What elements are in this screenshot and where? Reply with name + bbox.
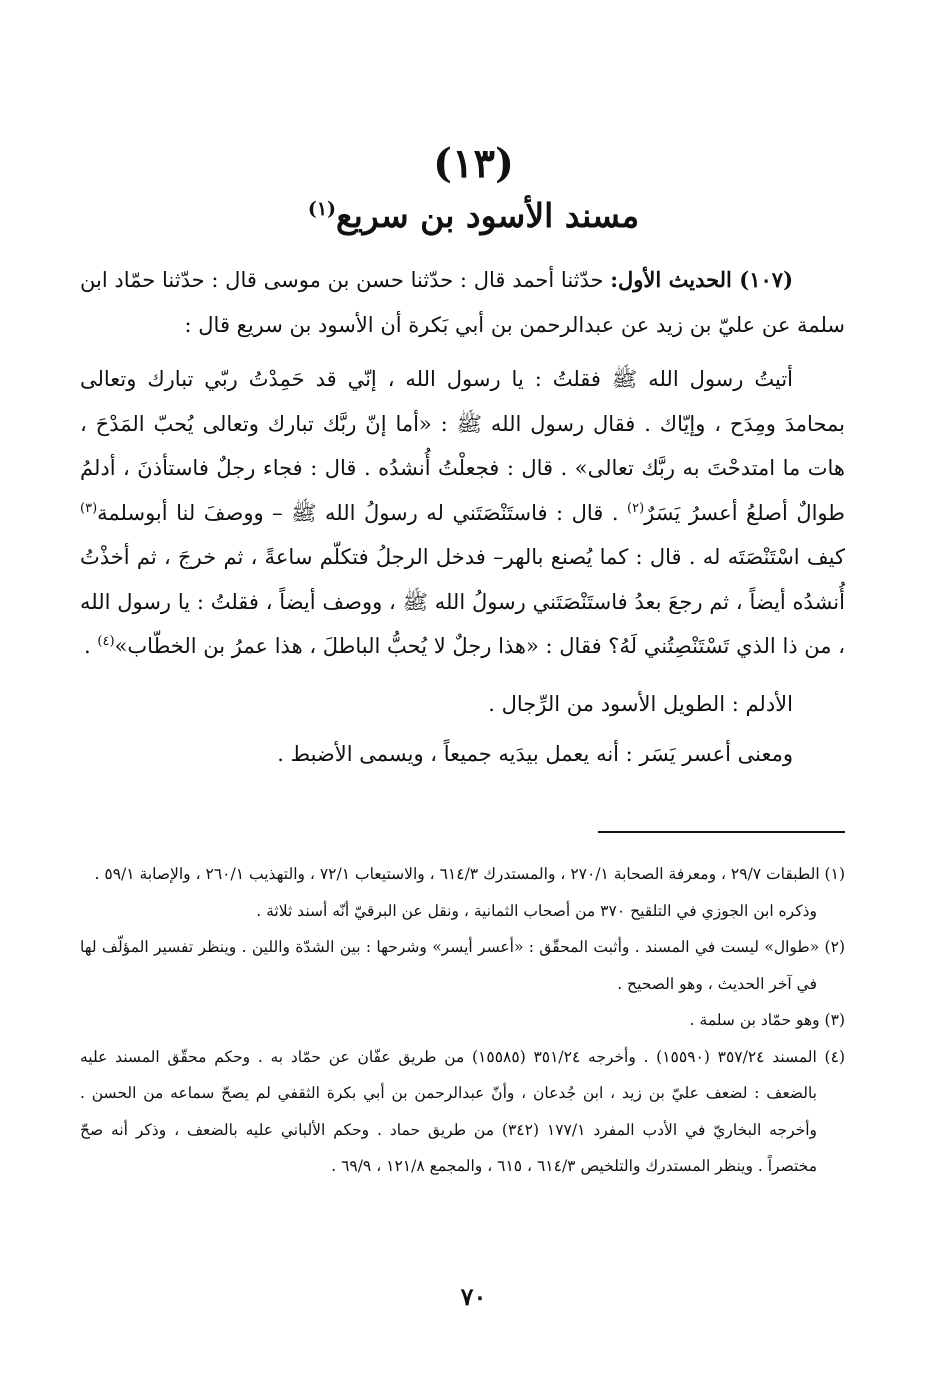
footnote-1: (١) الطبقات ٢٩/٧ ، ومعرفة الصحابة ٢٧٠/١ ، والمستدرك ٦١٤/٣ ، والاستيعاب ٧٢/١ ، والتهذيب ٢٦٠/١ ، والإصابة ٥٩/١ . — [94, 865, 845, 883]
hadith-isnad-paragraph — [80, 258, 845, 347]
footnote-ref-4: (٤) — [97, 634, 115, 649]
hadith-text-part-1: أتيتُ رسول الله ﷺ فقلتُ : يا رسول الله ، إنّي قد حَمِدْتُ ربّي تبارك وتعالى بمحامدَ ومِدَح ، وإيّاك . فقال رسول الله ﷺ : «أما إنّ ربَّك تبارك وتعالى يُحبّ المَدْحَ ، هات ما امتدحْتَ به ربَّك تعالى» . قال : فجعلْتُ أُنشدُه . قال : فجاء رجلٌ فاستأذنَ ، أدلمُ طوالٌ أصلعُ أعسرُ يَسَرٌ — [80, 367, 845, 525]
footnotes — [80, 856, 845, 1185]
hadith-lead: (١٠٧) الحديث الأول: — [610, 267, 793, 292]
hadith-body — [80, 258, 845, 779]
definition-adlam: الأدلم : الطويل الأسود من الرِّجال . — [488, 691, 793, 716]
page-number: ٧٠ — [460, 1282, 487, 1311]
hadith-text-part-3: كيف اسْتَنْصَتَه له . قال : كما يُصنع بالهر– فدخل الرجلُ فتكلّم ساعةً ، ثم خرجَ ، ثم أخذْتُ أُنشدُه أيضاً ، ثم رجعَ بعدُ فاستَنْصَتَني رسولُ الله ﷺ ، ووصف أيضاً ، فقلتُ : يا رسول الله ، من ذا الذي تَسْتَنْصِتُني لَهُ؟ فقال : «هذا رجلٌ لا يُحبُّ الباطلَ ، هذا عمرُ بن الخطّاب» — [80, 545, 845, 658]
definition-aasar-yasar: ومعنى أعسر يَسَر : أنه يعمل بيدَيه جميعاً ، ويسمى الأضبط . — [277, 741, 793, 766]
chapter-number: (١٣) — [433, 140, 514, 187]
footnote-1-continuation: وذكره ابن الجوزي في التلقيح ٣٧٠ من أصحاب الثمانية ، ونقل عن البرقيّ أنّه أسند ثلاثة . — [256, 901, 817, 920]
footnote-4: (٤) المسند ٣٥٧/٢٤ (١٥٥٩٠) . وأخرجه ٣٥١/٢٤ (١٥٥٨٥) من طريق عفّان عن حمّاد به . وحكم محقّق المسند عليه بالضعف : لضعف عليّ بن زيد ، ابن جُدعان ، وأنّ عبدالرحمن بن أبي بكرة الثقفي لم يصحّ سماعه من الحسن . وأخرجه البخاريّ في الأدب المفرد ١٧٧/١ (٣٤٢) من طريق حماد . وحكم الألباني عليه بالضعف ، وذكر أنه صحّ مختصراً . وينظر المستدرك والتلخيص ٦١٤/٣ ، ٦١٥ ، والمجمع ١٢١/٨ ، ٦٩/٩ . — [80, 1047, 845, 1175]
hadith-text-part-2: . قال : فاستَنْصَتَني له رسولُ الله ﷺ – ووصفَ لنا أبوسلمة — [97, 500, 619, 525]
chapter-title — [0, 196, 947, 235]
title-text: مسند الأسود بن سريع — [336, 196, 640, 235]
hadith-text-paragraph — [80, 357, 845, 669]
footnote-ref-3: (٣) — [80, 500, 98, 516]
footnote-2: (٢) «طوال» ليست في المسند . وأثبت المحقّق : «أعسر أيسر» وشرحها : بين الشدّة واللين . وينظر تفسير المؤلّف لها في آخر الحديث ، وهو الصحيح . — [80, 938, 845, 993]
hadith-text-end: . — [84, 634, 91, 658]
footnote-divider — [598, 831, 845, 833]
hadith-isnad: حدّثنا أحمد قال : حدّثنا حسن بن موسى قال : حدّثنا حمّاد ابن سلمة عن عليّ بن زيد عن عبدالرحمن بن أبي بَكرة أن الأسود بن سريع قال : — [80, 268, 845, 337]
footnote-3: (٣) وهو حمّاد بن سلمة . — [689, 1011, 845, 1029]
title-footnote-ref: (١) — [307, 198, 337, 220]
footnote-ref-2: (٢) — [627, 500, 645, 516]
